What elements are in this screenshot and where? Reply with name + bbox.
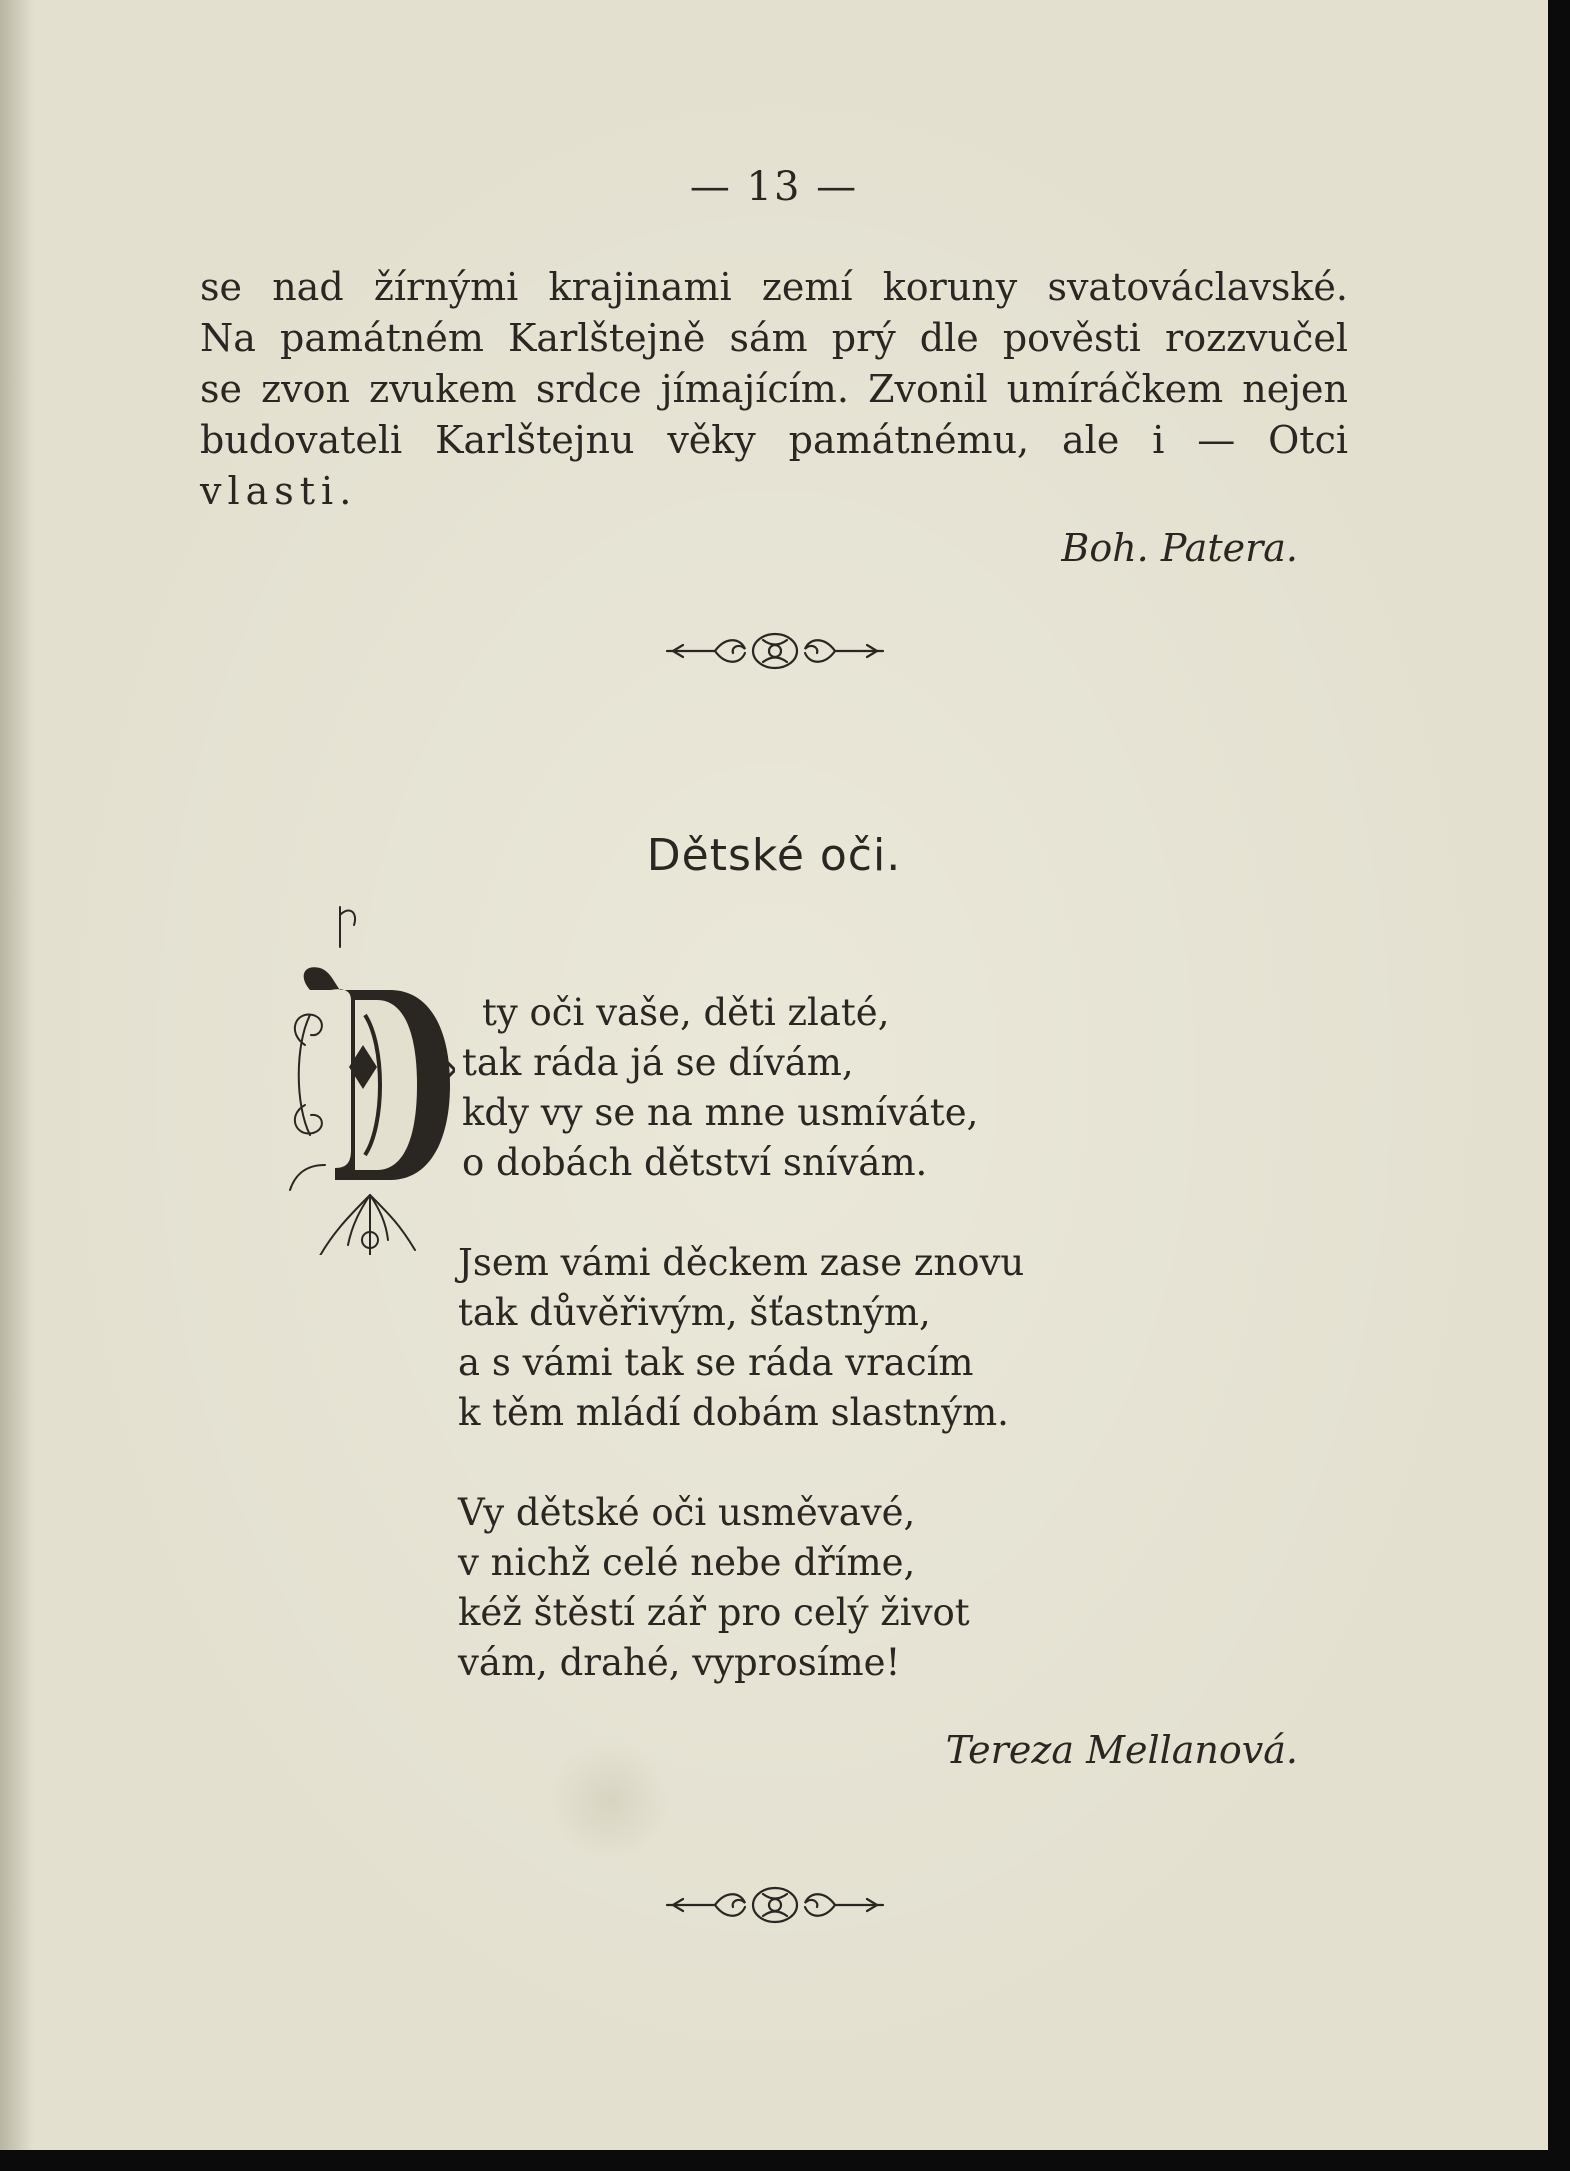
- poem-verse: v nichž celé nebe dříme,: [458, 1541, 916, 1584]
- prose-line: budovateli Karlštejnu věky památnému, ale i — Otci: [200, 418, 1348, 462]
- prose-author-signature: Boh. Patera.: [1061, 526, 1298, 570]
- poem-author-signature: Tereza Mellanová.: [945, 1728, 1298, 1772]
- prose-line: se zvon zvukem srdce jímajícím. Zvonil umíráčkem nejen: [200, 367, 1348, 411]
- poem-verse: o dobách dětství snívám.: [462, 1141, 928, 1184]
- poem-stanza: [458, 1488, 970, 1688]
- floral-divider-icon: [665, 626, 885, 676]
- poem-verse: a s vámi tak se ráda vracím: [458, 1341, 974, 1384]
- poem-verse: tak důvěřivým, šťastným,: [458, 1291, 931, 1334]
- page-gutter-shadow: [0, 0, 34, 2150]
- poem-verse: vám, drahé, vyprosíme!: [458, 1641, 901, 1684]
- poem-verse: ty oči vaše, děti zlaté,: [482, 991, 890, 1034]
- page-number: — 13 —: [689, 164, 859, 210]
- poem-verse: Jsem vámi děckem zase znovu: [458, 1241, 1025, 1284]
- poem-title: Dětské oči.: [646, 830, 902, 881]
- poem-stanza: [458, 1238, 1024, 1438]
- poem-verse: tak ráda já se dívám,: [462, 1041, 854, 1084]
- prose-line: se nad žírnými krajinami zemí koruny svatováclavské.: [200, 265, 1348, 309]
- poem-verse: kéž štěstí zář pro celý život: [458, 1591, 970, 1634]
- poem-verse: Vy dětské oči usměvavé,: [458, 1491, 916, 1534]
- poem-verse: k těm mládí dobám slastným.: [458, 1391, 1009, 1434]
- prose-paragraph: [200, 262, 1348, 517]
- prose-line: vlasti.: [200, 469, 358, 513]
- poem-verse: kdy vy se na mne usmíváte,: [462, 1091, 979, 1134]
- poem-stanza: [462, 988, 978, 1188]
- prose-line: Na památném Karlštejně sám prý dle pověsti rozzvučel: [200, 316, 1348, 360]
- ornate-initial-icon: [285, 895, 455, 1255]
- floral-divider-icon: [665, 1880, 885, 1930]
